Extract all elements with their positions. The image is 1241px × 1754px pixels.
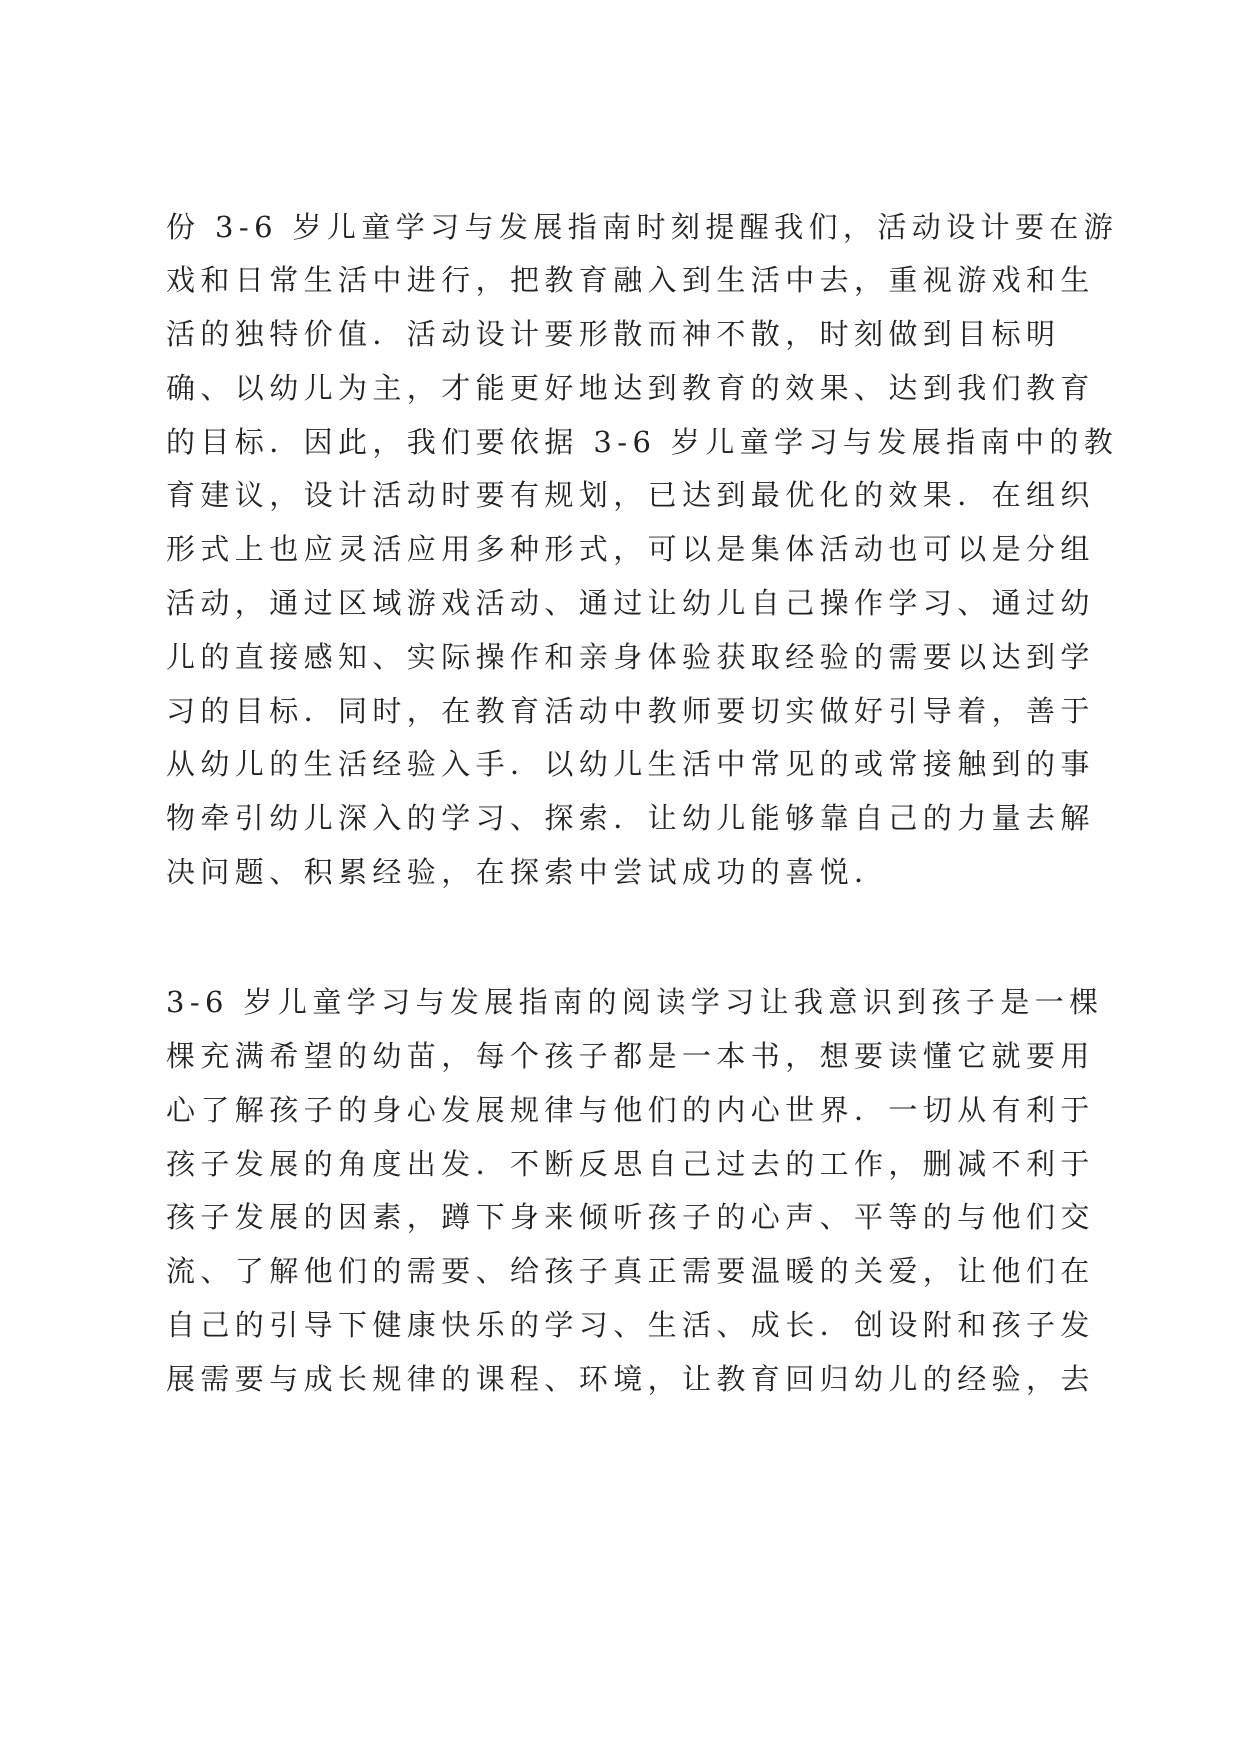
- text-line: 活动，通过区域游戏活动、通过让幼儿自己操作学习、通过幼: [166, 586, 1095, 620]
- text-line: 儿的直接感知、实际操作和亲身体验获取经验的需要以达到学: [166, 640, 1095, 674]
- text-line: 份 3-6 岁儿童学习与发展指南时刻提醒我们，活动设计要在游: [166, 210, 1119, 244]
- text-line: 确、以幼儿为主，才能更好地达到教育的效果、达到我们教育: [166, 371, 1095, 405]
- text-line: 物牵引幼儿深入的学习、探索．让幼儿能够靠自己的力量去解: [166, 801, 1095, 835]
- text-line: 棵充满希望的幼苗，每个孩子都是一本书，想要读懂它就要用: [166, 1039, 1095, 1073]
- text-line: 3-6 岁儿童学习与发展指南的阅读学习让我意识到孩子是一棵: [166, 985, 1104, 1019]
- text-line: 展需要与成长规律的课程、环境，让教育回归幼儿的经验，去: [166, 1362, 1095, 1396]
- text-line: 育建议，设计活动时要有规划，已达到最优化的效果．在组织: [166, 478, 1095, 512]
- text-line: 形式上也应灵活应用多种形式，可以是集体活动也可以是分组: [166, 532, 1095, 566]
- text-line: 流、了解他们的需要、给孩子真正需要温暖的关爱，让他们在: [166, 1254, 1095, 1288]
- text-line: 心了解孩子的身心发展规律与他们的内心世界．一切从有利于: [166, 1093, 1095, 1127]
- text-line: 孩子发展的角度出发．不断反思自己过去的工作，删减不利于: [166, 1147, 1095, 1181]
- text-line: 活的独特价值．活动设计要形散而神不散，时刻做到目标明: [166, 317, 1061, 351]
- text-line: 习的目标．同时，在教育活动中教师要切实做好引导着，善于: [166, 694, 1095, 728]
- text-line: 自己的引导下健康快乐的学习、生活、成长．创设附和孩子发: [166, 1308, 1095, 1342]
- text-line: 的目标．因此，我们要依据 3-6 岁儿童学习与发展指南中的教: [166, 425, 1119, 459]
- text-line: 从幼儿的生活经验入手．以幼儿生活中常见的或常接触到的事: [166, 747, 1095, 781]
- text-line: 孩子发展的因素，蹲下身来倾听孩子的心声、平等的与他们交: [166, 1200, 1095, 1234]
- text-line: 决问题、积累经验，在探索中尝试成功的喜悦．: [166, 855, 889, 889]
- text-line: 戏和日常生活中进行，把教育融入到生活中去，重视游戏和生: [166, 263, 1095, 297]
